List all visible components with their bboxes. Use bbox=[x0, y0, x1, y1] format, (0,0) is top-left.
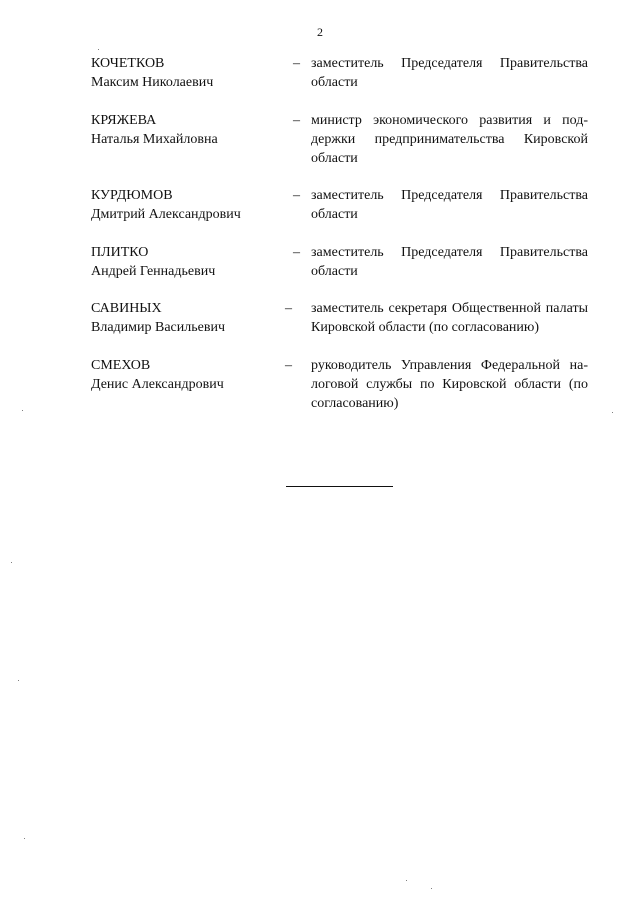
member-name bbox=[91, 186, 281, 224]
scan-speck bbox=[11, 562, 12, 563]
member-surname: ПЛИТКО bbox=[91, 245, 149, 260]
member-surname: САВИНЫХ bbox=[91, 301, 162, 316]
member-dash: – bbox=[293, 113, 300, 128]
member-surname: КРЯЖЕВА bbox=[91, 113, 157, 128]
member-surname: КОЧЕТКОВ bbox=[91, 56, 165, 71]
member-name bbox=[91, 54, 281, 92]
member-role: министр экономического развития и поддержки предпринимательства Кировской области bbox=[311, 113, 588, 166]
scan-speck bbox=[24, 838, 25, 839]
member-given-names: Денис Александрович bbox=[91, 377, 224, 392]
member-given-names: Максим Николаевич bbox=[91, 75, 214, 90]
member-dash: – bbox=[293, 188, 300, 203]
member-role: заместитель секретаря Общественной палаты Кировской области (по согласованию) bbox=[311, 301, 588, 335]
member-name bbox=[91, 243, 281, 281]
scan-speck bbox=[98, 49, 99, 50]
member-role: заместитель Председателя Правительства области bbox=[311, 56, 588, 90]
member-given-names: Андрей Геннадьевич bbox=[91, 264, 216, 279]
member-surname: СМЕХОВ bbox=[91, 358, 151, 373]
member-dash: – bbox=[293, 245, 300, 260]
page-number: 2 bbox=[317, 25, 323, 39]
member-dash: – bbox=[293, 56, 300, 71]
member-role: заместитель Председателя Правительства области bbox=[311, 245, 588, 279]
member-given-names: Дмитрий Александрович bbox=[91, 207, 241, 222]
member-given-names: Наталья Михайловна bbox=[91, 132, 218, 147]
member-dash: – bbox=[285, 358, 292, 373]
scan-speck bbox=[18, 680, 19, 681]
scan-speck bbox=[406, 880, 407, 881]
member-role: руководитель Управления Федеральной налоговой службы по Кировской области (по согласованию) bbox=[311, 358, 588, 411]
member-given-names: Владимир Васильевич bbox=[91, 320, 225, 335]
member-role: заместитель Председателя Правительства области bbox=[311, 188, 588, 222]
member-surname: КУРДЮМОВ bbox=[91, 188, 173, 203]
scan-speck bbox=[22, 410, 23, 411]
member-name bbox=[91, 356, 281, 394]
scan-speck bbox=[612, 412, 613, 413]
member-name bbox=[91, 299, 281, 337]
member-dash: – bbox=[285, 301, 292, 316]
scan-speck bbox=[431, 888, 432, 889]
end-separator-line bbox=[286, 486, 393, 487]
member-name bbox=[91, 111, 281, 149]
